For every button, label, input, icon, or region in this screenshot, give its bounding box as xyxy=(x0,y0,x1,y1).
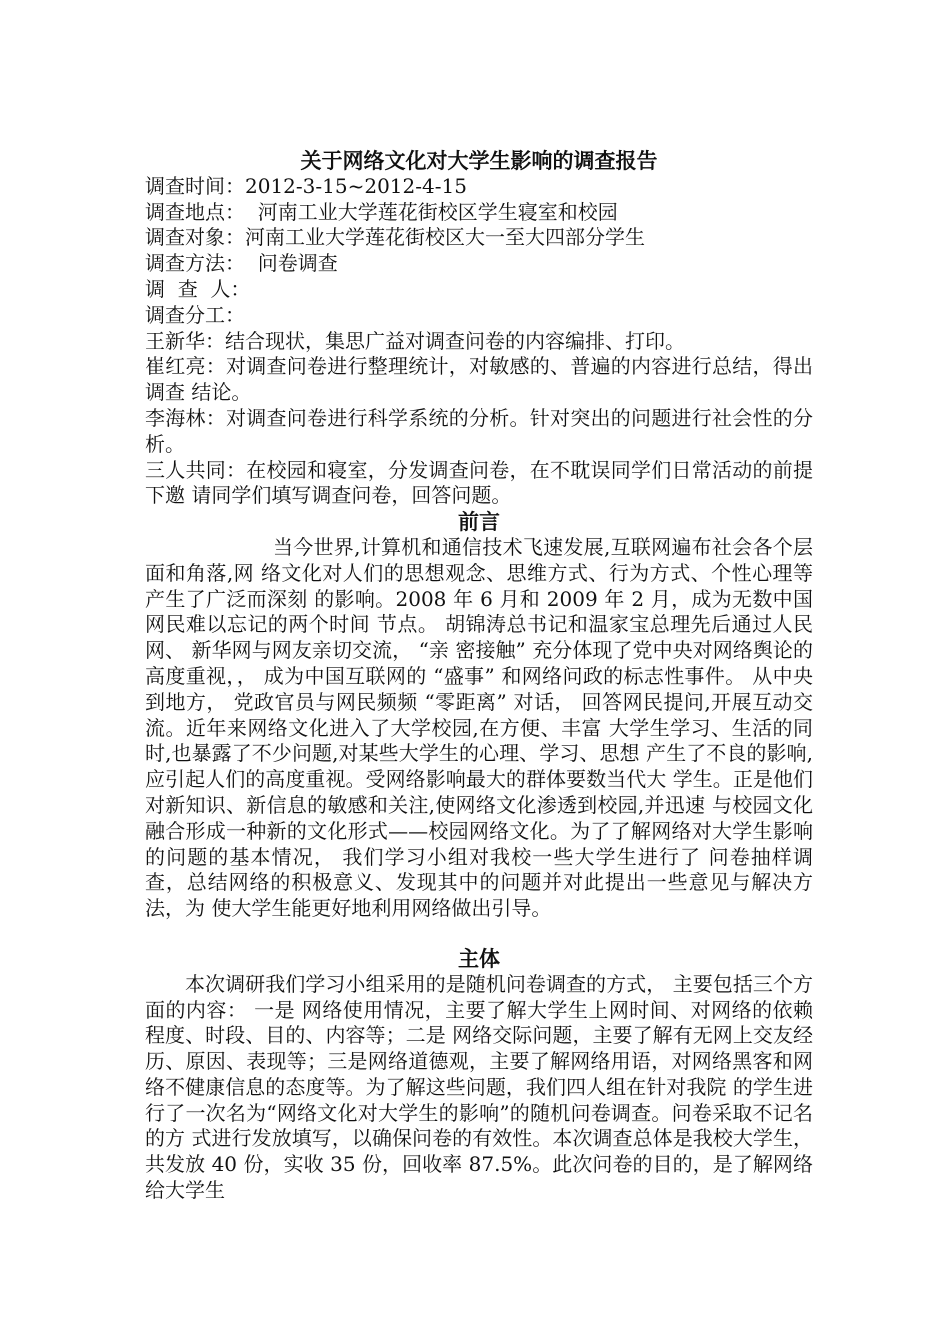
document-title: 关于网络文化对大学生影响的调查报告 xyxy=(300,148,658,173)
duty-li: 李海林：对调查问卷进行科学系统的分析。针对突出的问题进行社会性的分析。 xyxy=(145,405,813,456)
duty-shared: 三人共同：在校园和寝室，分发调查问卷，在不耽误同学们日常活动的前提下邀 请同学们填写调查问卷，回答问题。 xyxy=(145,457,813,508)
survey-subjects: 调查对象：河南工业大学莲花街校区大一至大四部分学生 xyxy=(145,225,645,250)
preface-heading: 前言 xyxy=(458,509,500,535)
survey-people: 调 查 人： xyxy=(145,276,251,301)
survey-division: 调查分工： xyxy=(145,302,245,327)
survey-location: 调查地点： 河南工业大学莲花街校区学生寝室和校园 xyxy=(145,199,618,224)
main-paragraph: 本次调研我们学习小组采用的是随机问卷调查的方式， 主要包括三个方面的内容： 一是 网络使用情况，主要了解大学生上网时间、对网络的依赖程度、时段、目的、内容等；二是 网络交际问题，主要了解有无网上交友经历、原因、表现等；三是网络道德观，主要了解网络用语，对网络黑客和网络不健康信息的态度等。为了解这些问题，我们四人组在针对我院 的学生进行了一次名为“网络文化对大学生的影响”的随机问卷调查。问卷采取不记名的方 式进行发放填写，以确保问卷的有效性。本次调查总体是我校大学生，共发放 40 份，实收 35 份，回收率 87.5%。此次问卷的目的，是了解网络给大学生 xyxy=(145,971,813,1203)
duty-wang: 王新华：结合现状，集思广益对调查问卷的内容编排、打印。 xyxy=(145,328,685,353)
preface-paragraph: 当今世界,计算机和通信技术飞速发展,互联网遍布社会各个层面和角落,网 络文化对人们的思想观念、思维方式、行为方式、个性心理等产生了广泛而深刻 的影响。2008 年 6 月和 2009 年 2 月，成为无数中国网民难以忘记的两个时间 节点。 胡锦涛总书记和温家宝总理先后通过人民网、 新华网与网友亲切交流， “亲 密接触” 充分体现了党中央对网络舆论的高度重视，， 成为中国互联网的 “盛事” 和网络问政的标志性事件。 从中央到地方， 党政官员与网民频频 “零距离” 对话， 回答网民提问,开展互动交流。近年来网络文化进入了大学校园,在方便、丰富 大学生学习、生活的同时,也暴露了不少问题,对某些大学生的心理、学习、思想 产生了不良的影响,应引起人们的高度重视。受网络影响最大的群体要数当代大 学生。正是他们对新知识、新信息的敏感和关注,使网络文化渗透到校园,并迅速 与校园文化融合形成一种新的文化形式——校园网络文化。为了了解网络对大学生影响的问题的基本情况， 我们学习小组对我校一些大学生进行了 问卷抽样调查，总结网络的积极意义、发现其中的问题并对此提出一些意见与解决方法，为 使大学生能更好地利用网络做出引导。 xyxy=(145,534,813,921)
survey-method: 调查方法： 问卷调查 xyxy=(145,251,338,276)
duty-cui: 崔红亮：对调查问卷进行整理统计，对敏感的、普遍的内容进行总结，得出调查 结论。 xyxy=(145,354,813,405)
document-page xyxy=(145,148,813,1204)
survey-time: 调查时间：2012-3-15~2012-4-15 xyxy=(145,173,467,198)
main-heading: 主体 xyxy=(458,945,500,971)
